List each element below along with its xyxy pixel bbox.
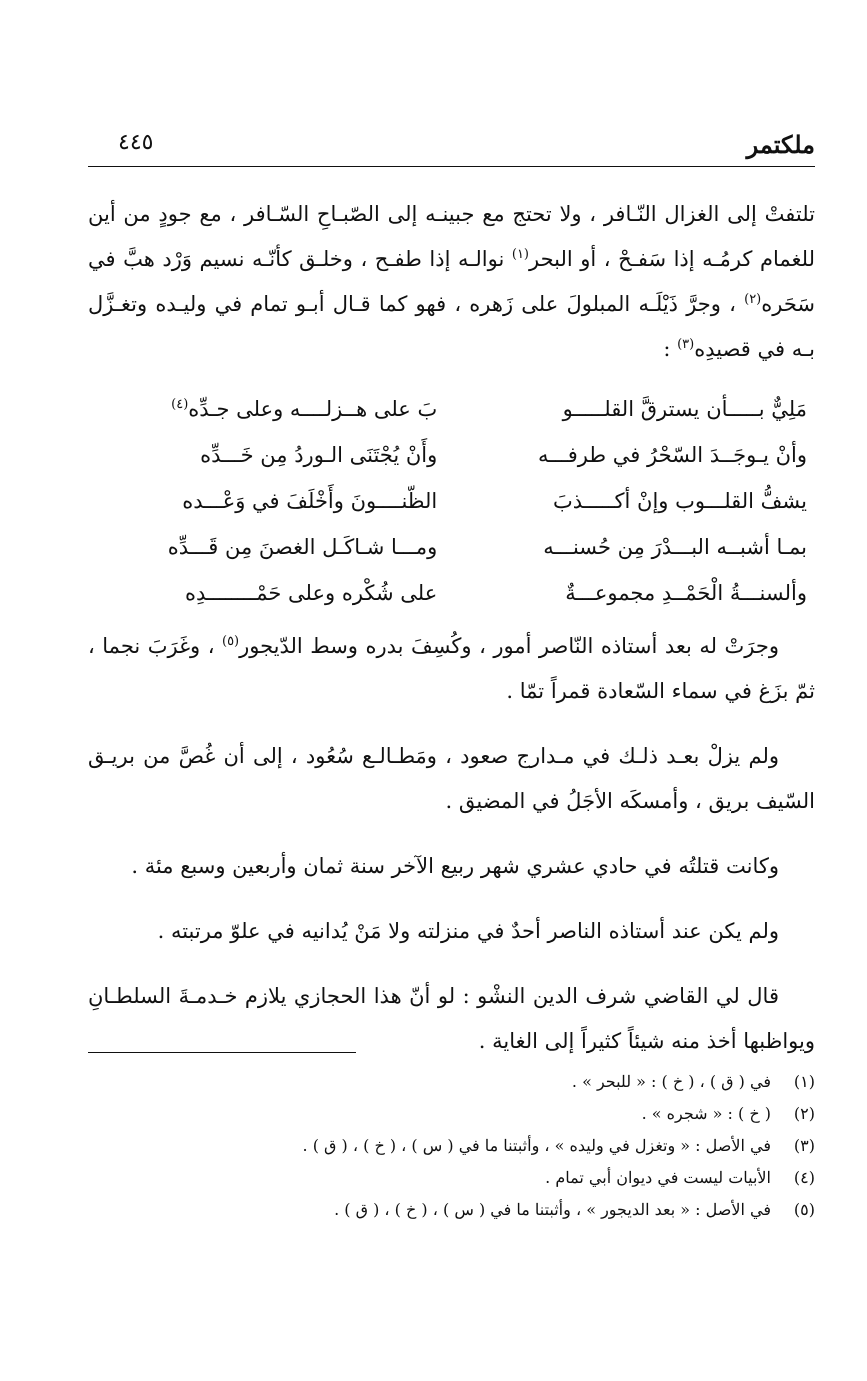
footnote-ref-2: (٢) — [744, 292, 762, 307]
footnote — [88, 1066, 815, 1098]
running-header — [88, 120, 815, 164]
footnote-text: ( خ ) : « شجره » . — [641, 1104, 771, 1123]
footnote-number: (٣) — [793, 1136, 815, 1155]
verse-line — [88, 386, 815, 432]
verse-second-hemistich: ومـــا شـاكَـل الغصنَ مِن قَـــدِّه — [167, 535, 438, 559]
footnote-ref-5: (٥) — [221, 634, 240, 649]
paragraph-5: ولم يكن عند أستاذه الناصر أحدٌ في منزلته ولا مَنْ يُدانيه في علوّ مرتبته . — [157, 919, 779, 943]
verse-first-hemistich: مَلِيٌّ بـــــأن يسترقَّ القلـــــو — [562, 397, 807, 421]
verse-second-hemistich: الظّنــــونَ وأَخْلَفَ في وَعْـــده — [182, 489, 438, 513]
page-number: ٤٤٥ — [118, 130, 154, 155]
poem — [88, 386, 815, 616]
running-title: ملكتمر — [746, 130, 815, 159]
footnote — [88, 1162, 815, 1194]
verse-line — [88, 478, 815, 524]
paragraph-4: وكانت قتلتُه في حادي عشري شهر ربيع الآخر سنة ثمان وأربعين وسبع مئة . — [131, 854, 779, 878]
paragraph-1: تلتفتْ إلى الغزال النّـافر ، ولا تحتج مع جبينـه إلى الصّبـاحِ السّـافر ، مع جودٍ من أين للغمام كرمُـه إذا سَفـحْ ، أو البحر$^{(١)}$ نوالـه إذا طفـح ، وخلـق كأنّـه نسيم وَرْد هبَّ في سَحَره$^{(٢)}$ ، وجرَّ ذَيْلَـه المبلولَ على زَهره ، فهو كما قـال أبـو تمام في وليـده وتغـزَّل بـه في قصيدِه$^{(٣)}$ : — [88, 202, 815, 361]
main-text — [88, 192, 815, 1064]
verse-line — [88, 524, 815, 570]
verse-first-hemistich: يشفُّ القلـــوب وإنْ أكـــــذبَ — [552, 489, 807, 513]
paragraph-2: وجرَتْ له بعد أستاذه النّاصر أمور ، وكُسِفَ بدره وسط الدّيجور$^{(٥)}$ ، وغَرَبَ نجما ، ثمّ بزَغ في سماء السّعادة قمراً تمّا . — [88, 634, 815, 703]
footnote-text: في الأصل : « وتغزل في وليده » ، وأثبتنا ما في ( س ) ، ( خ ) ، ( ق ) . — [302, 1136, 771, 1155]
verse-second-hemistich: على شُكْره وعلى حَمْــــــــدِه — [184, 581, 438, 605]
verse-second-hemistich: بَ على هــزلــــه وعلى جـدِّه$^{(٤)}$ — [171, 397, 438, 421]
footnote-text: في ( ق ) ، ( خ ) : « للبحر » . — [571, 1072, 771, 1091]
footnote-ref-1: (١) — [511, 247, 529, 262]
verse-second-hemistich: وأَنْ يُجْتَنَى الـوردُ مِن خَـــدِّه — [200, 443, 438, 467]
footnotes — [88, 1066, 815, 1226]
footnote — [88, 1194, 815, 1226]
verse-first-hemistich: وألسنـــةُ الْحَمْــدِ مجموعـــةٌ — [565, 581, 807, 605]
verse-first-hemistich: بمـا أشبــه البـــدْرَ مِن حُسنـــه — [543, 535, 807, 559]
footnote-number: (١) — [793, 1072, 815, 1091]
footnote-number: (٤) — [793, 1168, 815, 1187]
footnote-text: الأبيات ليست في ديوان أبي تمام . — [545, 1168, 771, 1187]
verse-line — [88, 570, 815, 616]
footnote-number: (٢) — [793, 1104, 815, 1123]
verse-first-hemistich: وأنْ يـوجَــدَ السّحْرُ في طرفـــه — [538, 443, 807, 467]
footnote-number: (٥) — [793, 1200, 815, 1219]
paragraph-6: قال لي القاضي شرف الدين النشْو : لو أنّ هذا الحجازي يلازم خـدمـةَ السلطـانِ ويواظبها أخذ منه شيئاً كثيراً إلى الغاية . — [88, 984, 815, 1053]
book-page — [88, 120, 815, 1381]
footnote-rule — [88, 1052, 356, 1053]
footnote-ref-3: (٣) — [677, 337, 695, 352]
footnote-ref-4: (٤) — [171, 397, 189, 412]
footnote — [88, 1130, 815, 1162]
paragraph-3: ولم يزلْ بعـد ذلـك في مـدارج صعود ، ومَطـالـع سُعُود ، إلى أن غُصَّ من بريـق السّيف بريق ، وأمسكَه الأجَلُ في المضيق . — [88, 744, 815, 813]
verse-line — [88, 432, 815, 478]
footnote — [88, 1098, 815, 1130]
footnote-text: في الأصل : « بعد الديجور » ، وأثبتنا ما في ( س ) ، ( خ ) ، ( ق ) . — [334, 1200, 771, 1219]
header-rule — [88, 166, 815, 167]
